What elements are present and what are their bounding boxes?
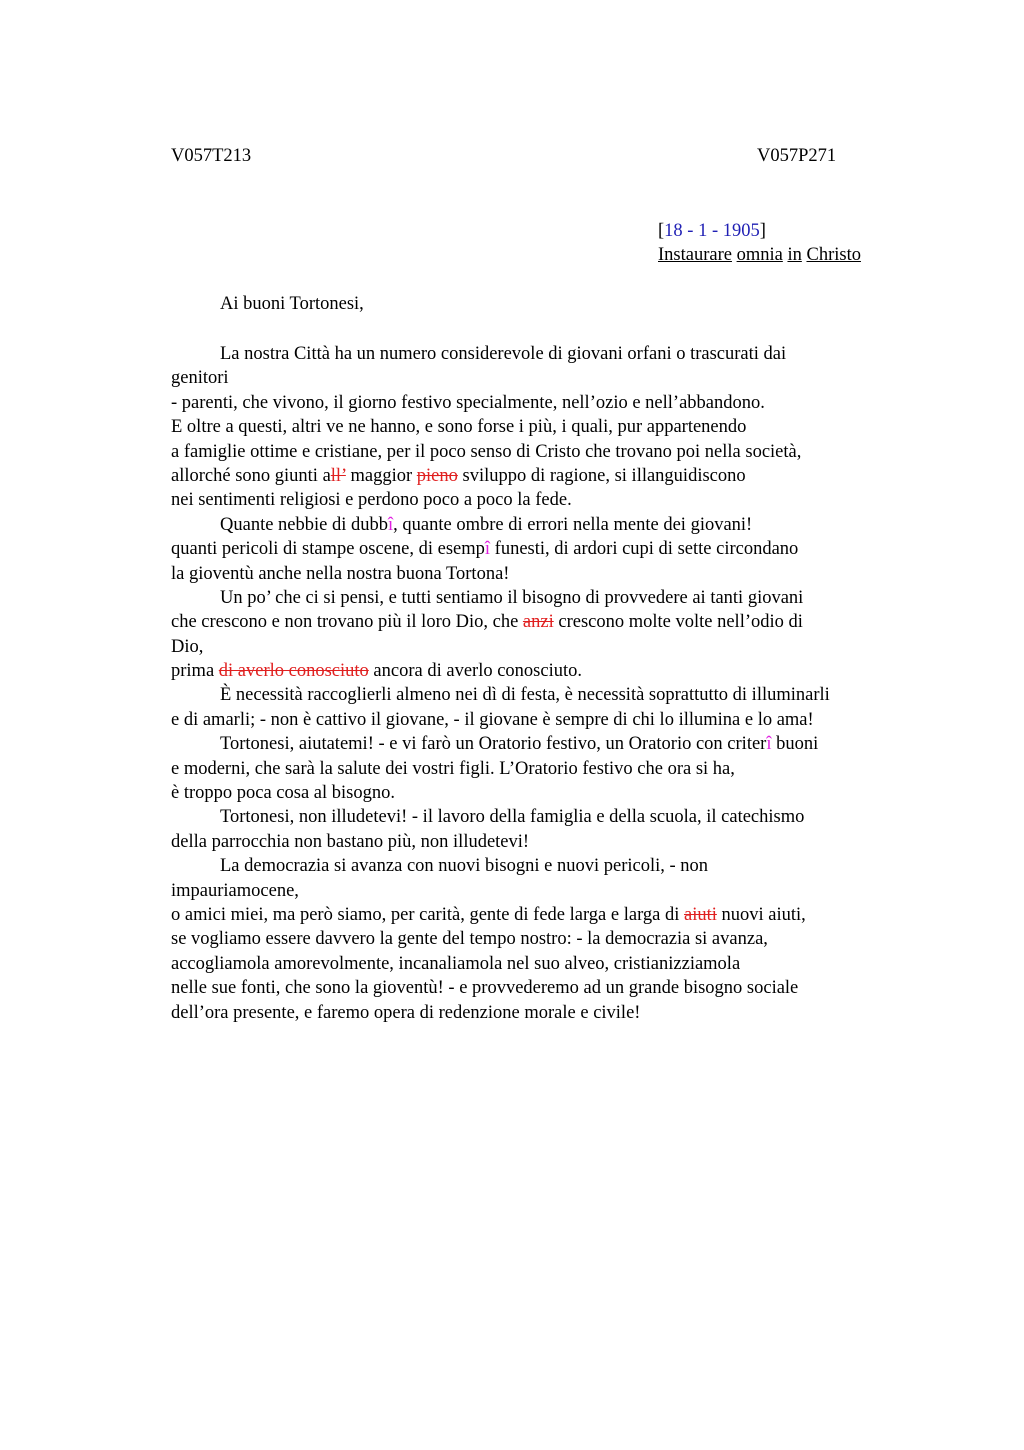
text-line <box>171 562 931 586</box>
text-line <box>171 781 931 805</box>
text-line <box>171 659 931 683</box>
text-segment: e moderni, che sarà la salute dei vostri figli. L’Oratorio festivo che ora si ha, <box>171 758 735 779</box>
text-line <box>171 805 931 829</box>
text-segment: o amici miei, ma però siamo, per carità, gente di fede larga e larga di <box>171 904 684 925</box>
text-line <box>171 366 931 390</box>
text-segment: Tortonesi, non illudetevi! - il lavoro della famiglia e della scuola, il catechismo <box>220 807 805 828</box>
letter-body <box>171 342 931 1025</box>
text-line <box>171 610 931 634</box>
text-segment: Un po’ che ci si pensi, e tutti sentiamo il bisogno di provvedere ai tanti giovani <box>220 587 804 608</box>
text-segment: dell’ora presente, e faremo opera di redenzione morale e civile! <box>171 1002 641 1023</box>
text-segment: crescono molte volte nell’odio di <box>553 612 803 633</box>
text-line <box>171 683 931 707</box>
text-segment: genitori <box>171 368 229 389</box>
deleted-text: aiuti <box>684 904 717 925</box>
text-line <box>171 440 931 464</box>
inserted-mark: î <box>388 514 394 535</box>
text-line <box>171 464 931 488</box>
text-segment: se vogliamo essere davvero la gente del tempo nostro: - la democrazia si avanza, <box>171 929 768 950</box>
text-segment: La democrazia si avanza con nuovi bisogni e nuovi pericoli, - non <box>220 856 709 877</box>
text-line <box>171 342 931 366</box>
text-segment: ancora di averlo conosciuto. <box>368 661 582 682</box>
text-line <box>171 415 931 439</box>
date-line <box>658 221 766 242</box>
motto-word-1: Instaurare <box>658 245 732 265</box>
text-segment: allorché sono giunti a <box>171 465 331 486</box>
text-segment: impauriamocene, <box>171 880 299 901</box>
text-line <box>171 635 931 659</box>
text-segment: nei sentimenti religiosi e perdono poco a poco la fede. <box>171 490 572 511</box>
text-line <box>171 586 931 610</box>
motto-word-3: in <box>787 245 802 265</box>
deleted-text: anzi <box>522 612 554 633</box>
text-segment: nelle sue fonti, che sono la gioventù! - e provvederemo ad un grande bisogno sociale <box>171 978 799 999</box>
text-segment: Dio, <box>171 636 204 657</box>
document-code-left: V057T213 <box>171 146 252 166</box>
text-line <box>171 830 931 854</box>
motto-line <box>658 245 861 266</box>
motto-word-4: Christo <box>806 245 861 265</box>
text-segment: La nostra Città ha un numero considerevole di giovani orfani o trascurati dai <box>220 344 787 364</box>
text-segment: prima <box>171 661 219 682</box>
text-segment: Tortonesi, aiutatemi! - e vi farò un Oratorio festivo, un Oratorio con criter <box>220 734 767 755</box>
text-line <box>171 976 931 1000</box>
text-segment: accogliamola amorevolmente, incanaliamola nel suo alveo, cristianizziamola <box>171 953 741 974</box>
deleted-text: pieno <box>416 465 458 486</box>
text-line <box>171 488 931 512</box>
deleted-text: ll’ <box>330 465 346 486</box>
document-code-right: V057P271 <box>757 146 837 166</box>
motto-word-2: omnia <box>736 245 783 265</box>
text-line <box>171 391 931 415</box>
deleted-text: di averlo conosciuto <box>218 661 369 682</box>
text-line <box>171 903 931 927</box>
date-bracket-close: ] <box>759 221 766 241</box>
text-line <box>171 513 931 537</box>
text-line <box>171 708 931 732</box>
salutation: Ai buoni Tortonesi, <box>220 294 364 314</box>
text-segment: funesti, di ardori cupi di sette circondano <box>490 539 799 560</box>
inserted-mark: î <box>484 539 491 560</box>
text-segment: sviluppo di ragione, si illanguidiscono <box>457 465 746 486</box>
text-segment: buoni <box>771 734 819 755</box>
text-segment: la gioventù anche nella nostra buona Tortona! <box>171 563 510 584</box>
text-segment: della parrocchia non bastano più, non illudetevi! <box>171 831 530 852</box>
text-segment: maggior <box>345 465 417 486</box>
text-line <box>171 757 931 781</box>
text-segment: nuovi aiuti, <box>716 904 806 925</box>
text-line <box>171 927 931 951</box>
text-segment: , quante ombre di errori nella mente dei giovani! <box>393 514 753 535</box>
text-segment: è troppo poca cosa al bisogno. <box>171 783 395 804</box>
date-bracket-open: [ <box>658 221 665 241</box>
text-segment: Quante nebbie di dubb <box>220 514 388 535</box>
text-line <box>171 732 931 756</box>
text-segment: che crescono e non trovano più il loro Dio, che <box>171 612 523 633</box>
text-line <box>171 537 931 561</box>
date-text: 18 - 1 - 1905 <box>664 221 760 241</box>
text-segment: E oltre a questi, altri ve ne hanno, e sono forse i più, i quali, pur appartenendo <box>171 417 747 438</box>
text-segment: e di amarli; - non è cattivo il giovane, - il giovane è sempre di chi lo illumina e lo ama! <box>171 709 814 730</box>
text-line <box>171 1001 931 1025</box>
text-line <box>171 854 931 878</box>
text-segment: È necessità raccoglierli almeno nei dì di festa, è necessità soprattutto di illuminarli <box>220 685 830 706</box>
text-line <box>171 952 931 976</box>
text-line <box>171 879 931 903</box>
inserted-mark: î <box>766 734 772 755</box>
text-segment: a famiglie ottime e cristiane, per il poco senso di Cristo che trovano poi nella società, <box>171 441 802 462</box>
text-segment: quanti pericoli di stampe oscene, di esemp <box>171 539 485 560</box>
text-segment: - parenti, che vivono, il giorno festivo specialmente, nell’ozio e nell’abbandono. <box>171 392 765 413</box>
